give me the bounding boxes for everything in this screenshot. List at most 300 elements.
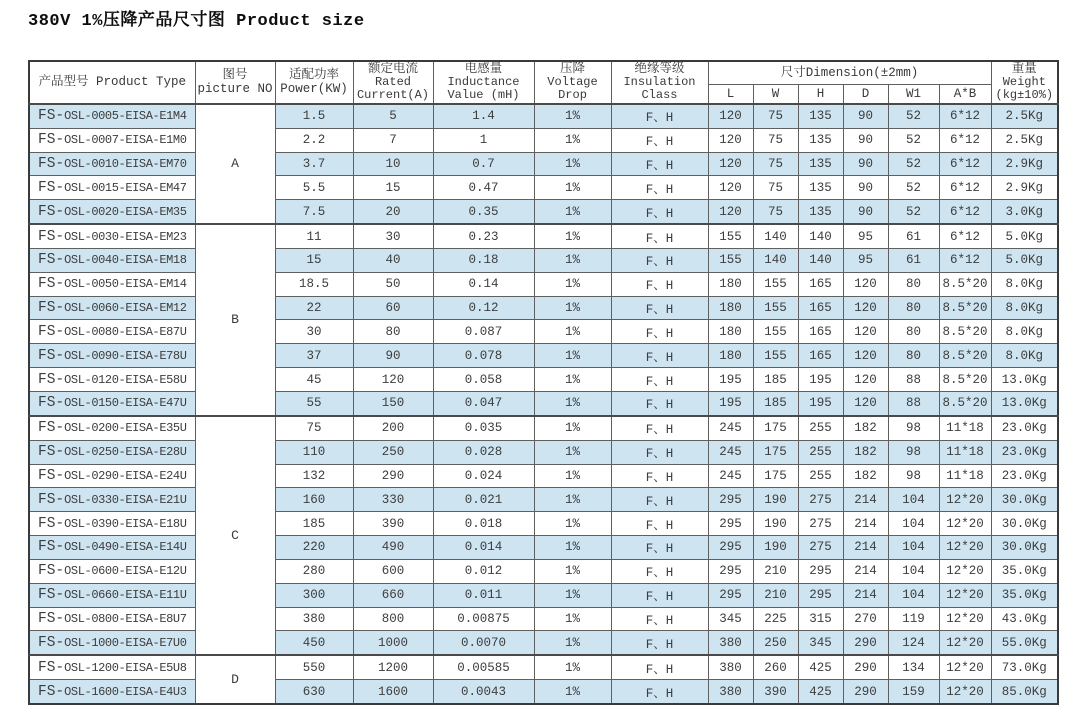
dim-w-cell: 190 <box>753 488 798 512</box>
dim-h-cell: 255 <box>798 440 843 464</box>
rated-current-cell: 800 <box>353 607 433 631</box>
table-row <box>29 104 1058 128</box>
header-power-cn: 适配功率 <box>288 68 339 83</box>
insulation-class-cell: F、H <box>611 200 708 224</box>
dim-ab-cell: 12*20 <box>939 631 991 655</box>
header-power <box>275 61 353 104</box>
model-number: OSL-0150-EISA-E47U <box>64 396 187 411</box>
dim-w1-cell: 104 <box>888 488 939 512</box>
weight-cell: 5.0Kg <box>991 248 1058 272</box>
dim-l-cell: 295 <box>708 488 753 512</box>
model-cell <box>29 248 195 272</box>
power-cell: 18.5 <box>275 272 353 296</box>
weight-cell: 43.0Kg <box>991 607 1058 631</box>
dim-w-cell: 155 <box>753 272 798 296</box>
dim-d-cell: 90 <box>843 104 888 128</box>
model-number: OSL-0120-EISA-E58U <box>64 372 187 387</box>
model-number: OSL-0050-EISA-EM14 <box>64 277 187 292</box>
dim-d-cell: 90 <box>843 152 888 176</box>
table-row <box>29 655 1058 679</box>
dim-l-cell: 295 <box>708 512 753 536</box>
rated-current-cell: 150 <box>353 392 433 416</box>
dim-ab-cell: 8.5*20 <box>939 320 991 344</box>
dim-h-cell: 255 <box>798 464 843 488</box>
header-current-en1: Rated <box>374 75 411 89</box>
power-cell: 550 <box>275 655 353 679</box>
header-picture-no-cn: 图号 <box>222 68 248 83</box>
voltage-drop-cell: 1% <box>534 607 611 631</box>
dim-l-cell: 155 <box>708 248 753 272</box>
dim-h-cell: 315 <box>798 607 843 631</box>
model-cell <box>29 224 195 248</box>
rated-current-cell: 5 <box>353 104 433 128</box>
insulation-class-cell: F、H <box>611 248 708 272</box>
dim-w1-cell: 104 <box>888 559 939 583</box>
power-cell: 55 <box>275 392 353 416</box>
model-number: OSL-1200-EISA-E5U8 <box>64 660 187 675</box>
picture-no-cell: D <box>195 655 275 704</box>
header-dim-w: W <box>753 85 798 104</box>
power-cell: 15 <box>275 248 353 272</box>
table-row <box>29 368 1058 392</box>
dim-l-cell: 295 <box>708 559 753 583</box>
power-cell: 630 <box>275 680 353 704</box>
dim-w-cell: 185 <box>753 392 798 416</box>
insulation-class-cell: F、H <box>611 559 708 583</box>
header-drop-en1: Voltage <box>547 75 598 89</box>
dim-w1-cell: 61 <box>888 224 939 248</box>
dim-l-cell: 245 <box>708 440 753 464</box>
model-prefix: FS- <box>38 371 65 388</box>
dim-d-cell: 120 <box>843 320 888 344</box>
model-number: OSL-0080-EISA-E87U <box>64 324 187 339</box>
header-power-en: Power(KW) <box>280 82 348 97</box>
power-cell: 280 <box>275 559 353 583</box>
dim-l-cell: 155 <box>708 224 753 248</box>
power-cell: 220 <box>275 536 353 560</box>
voltage-drop-cell: 1% <box>534 392 611 416</box>
dim-ab-cell: 6*12 <box>939 248 991 272</box>
model-prefix: FS- <box>38 444 65 461</box>
weight-cell: 2.9Kg <box>991 176 1058 200</box>
dim-d-cell: 120 <box>843 296 888 320</box>
inductance-cell: 1 <box>433 128 534 152</box>
dim-d-cell: 290 <box>843 655 888 679</box>
dim-h-cell: 275 <box>798 512 843 536</box>
weight-cell: 35.0Kg <box>991 583 1058 607</box>
dim-ab-cell: 8.5*20 <box>939 344 991 368</box>
insulation-class-cell: F、H <box>611 368 708 392</box>
weight-cell: 23.0Kg <box>991 464 1058 488</box>
weight-cell: 73.0Kg <box>991 655 1058 679</box>
insulation-class-cell: F、H <box>611 536 708 560</box>
dim-w1-cell: 80 <box>888 296 939 320</box>
inductance-cell: 0.011 <box>433 583 534 607</box>
power-cell: 110 <box>275 440 353 464</box>
insulation-class-cell: F、H <box>611 655 708 679</box>
dim-d-cell: 120 <box>843 272 888 296</box>
header-weight-en2: (kg±10%) <box>995 88 1054 103</box>
model-number: OSL-0660-EISA-E11U <box>64 588 187 603</box>
dim-l-cell: 380 <box>708 680 753 704</box>
dim-l-cell: 380 <box>708 655 753 679</box>
model-cell <box>29 368 195 392</box>
model-number: OSL-0007-EISA-E1M0 <box>64 133 187 148</box>
dim-w-cell: 140 <box>753 248 798 272</box>
table-row <box>29 320 1058 344</box>
model-prefix: FS- <box>38 347 65 364</box>
table-row <box>29 344 1058 368</box>
rated-current-cell: 20 <box>353 200 433 224</box>
rated-current-cell: 290 <box>353 464 433 488</box>
dim-l-cell: 295 <box>708 536 753 560</box>
rated-current-cell: 50 <box>353 272 433 296</box>
dim-l-cell: 120 <box>708 200 753 224</box>
dim-d-cell: 182 <box>843 440 888 464</box>
dim-d-cell: 214 <box>843 488 888 512</box>
model-number: OSL-0290-EISA-E24U <box>64 468 187 483</box>
dim-h-cell: 295 <box>798 583 843 607</box>
model-cell <box>29 559 195 583</box>
inductance-cell: 0.012 <box>433 559 534 583</box>
power-cell: 11 <box>275 224 353 248</box>
insulation-class-cell: F、H <box>611 440 708 464</box>
weight-cell: 23.0Kg <box>991 440 1058 464</box>
dim-l-cell: 120 <box>708 128 753 152</box>
dim-ab-cell: 8.5*20 <box>939 392 991 416</box>
weight-cell: 3.0Kg <box>991 200 1058 224</box>
model-cell <box>29 680 195 704</box>
insulation-class-cell: F、H <box>611 128 708 152</box>
dim-ab-cell: 6*12 <box>939 200 991 224</box>
rated-current-cell: 15 <box>353 176 433 200</box>
model-prefix: FS- <box>38 179 65 196</box>
dim-w-cell: 155 <box>753 344 798 368</box>
dim-h-cell: 195 <box>798 368 843 392</box>
model-prefix: FS- <box>38 276 65 293</box>
model-number: OSL-0800-EISA-E8U7 <box>64 612 187 627</box>
model-prefix: FS- <box>38 563 65 580</box>
model-cell <box>29 464 195 488</box>
model-number: OSL-0490-EISA-E14U <box>64 540 187 555</box>
dim-l-cell: 245 <box>708 416 753 440</box>
header-product-type: 产品型号 Product Type <box>29 61 195 104</box>
dim-w1-cell: 80 <box>888 320 939 344</box>
header-weight-en1: Weight <box>1002 75 1046 89</box>
dim-d-cell: 214 <box>843 536 888 560</box>
model-cell <box>29 176 195 200</box>
inductance-cell: 0.058 <box>433 368 534 392</box>
model-number: OSL-0005-EISA-E1M4 <box>64 109 187 124</box>
header-inductance-cn: 电感量 <box>464 62 503 76</box>
rated-current-cell: 10 <box>353 152 433 176</box>
table-header <box>29 61 1058 104</box>
insulation-class-cell: F、H <box>611 344 708 368</box>
voltage-drop-cell: 1% <box>534 536 611 560</box>
voltage-drop-cell: 1% <box>534 631 611 655</box>
weight-cell: 2.9Kg <box>991 152 1058 176</box>
dim-l-cell: 180 <box>708 272 753 296</box>
voltage-drop-cell: 1% <box>534 344 611 368</box>
model-number: OSL-0010-EISA-EM70 <box>64 156 187 171</box>
dim-d-cell: 290 <box>843 631 888 655</box>
model-cell <box>29 607 195 631</box>
insulation-class-cell: F、H <box>611 152 708 176</box>
page-title: 380V 1%压降产品尺寸图 Product size <box>28 12 365 31</box>
inductance-cell: 0.23 <box>433 224 534 248</box>
dim-l-cell: 195 <box>708 368 753 392</box>
dim-d-cell: 90 <box>843 200 888 224</box>
inductance-cell: 0.018 <box>433 512 534 536</box>
rated-current-cell: 1600 <box>353 680 433 704</box>
dim-l-cell: 195 <box>708 392 753 416</box>
model-number: OSL-0090-EISA-E78U <box>64 348 187 363</box>
dim-w-cell: 140 <box>753 224 798 248</box>
header-inductance <box>433 61 534 104</box>
dim-ab-cell: 11*18 <box>939 464 991 488</box>
dim-d-cell: 95 <box>843 248 888 272</box>
voltage-drop-cell: 1% <box>534 320 611 344</box>
model-prefix: FS- <box>38 155 65 172</box>
weight-cell: 2.5Kg <box>991 104 1058 128</box>
header-drop-en2: Drop <box>558 88 587 103</box>
model-prefix: FS- <box>38 108 65 125</box>
inductance-cell: 0.035 <box>433 416 534 440</box>
inductance-cell: 0.7 <box>433 152 534 176</box>
voltage-drop-cell: 1% <box>534 176 611 200</box>
dim-d-cell: 182 <box>843 464 888 488</box>
voltage-drop-cell: 1% <box>534 104 611 128</box>
dim-w-cell: 155 <box>753 296 798 320</box>
dim-h-cell: 275 <box>798 536 843 560</box>
dim-l-cell: 180 <box>708 344 753 368</box>
table-body <box>29 104 1058 704</box>
voltage-drop-cell: 1% <box>534 559 611 583</box>
power-cell: 45 <box>275 368 353 392</box>
dim-d-cell: 214 <box>843 559 888 583</box>
dim-w1-cell: 124 <box>888 631 939 655</box>
dim-w1-cell: 80 <box>888 344 939 368</box>
rated-current-cell: 600 <box>353 559 433 583</box>
weight-cell: 13.0Kg <box>991 392 1058 416</box>
table-row <box>29 464 1058 488</box>
model-cell <box>29 655 195 679</box>
dim-w1-cell: 52 <box>888 104 939 128</box>
model-number: OSL-1600-EISA-E4U3 <box>64 684 187 699</box>
dim-w-cell: 75 <box>753 104 798 128</box>
header-drop-cn: 压降 <box>559 62 585 76</box>
dim-ab-cell: 6*12 <box>939 176 991 200</box>
table-row <box>29 488 1058 512</box>
dim-ab-cell: 6*12 <box>939 224 991 248</box>
dim-w-cell: 155 <box>753 320 798 344</box>
dim-w-cell: 185 <box>753 368 798 392</box>
dim-l-cell: 245 <box>708 464 753 488</box>
header-voltage-drop <box>534 61 611 104</box>
model-prefix: FS- <box>38 634 65 651</box>
insulation-class-cell: F、H <box>611 680 708 704</box>
model-cell <box>29 512 195 536</box>
weight-cell: 13.0Kg <box>991 368 1058 392</box>
model-cell <box>29 392 195 416</box>
dim-h-cell: 425 <box>798 680 843 704</box>
dim-h-cell: 165 <box>798 272 843 296</box>
rated-current-cell: 120 <box>353 368 433 392</box>
header-dim-d: D <box>843 85 888 104</box>
voltage-drop-cell: 1% <box>534 296 611 320</box>
inductance-cell: 1.4 <box>433 104 534 128</box>
rated-current-cell: 1000 <box>353 631 433 655</box>
rated-current-cell: 660 <box>353 583 433 607</box>
dim-w-cell: 190 <box>753 512 798 536</box>
inductance-cell: 0.00585 <box>433 655 534 679</box>
dim-w-cell: 390 <box>753 680 798 704</box>
voltage-drop-cell: 1% <box>534 200 611 224</box>
weight-cell: 30.0Kg <box>991 536 1058 560</box>
dim-h-cell: 135 <box>798 152 843 176</box>
dim-w1-cell: 52 <box>888 176 939 200</box>
model-cell <box>29 416 195 440</box>
dim-l-cell: 120 <box>708 176 753 200</box>
inductance-cell: 0.00875 <box>433 607 534 631</box>
inductance-cell: 0.047 <box>433 392 534 416</box>
inductance-cell: 0.47 <box>433 176 534 200</box>
insulation-class-cell: F、H <box>611 631 708 655</box>
dim-w1-cell: 98 <box>888 464 939 488</box>
dim-d-cell: 90 <box>843 176 888 200</box>
power-cell: 185 <box>275 512 353 536</box>
weight-cell: 30.0Kg <box>991 488 1058 512</box>
dim-w1-cell: 98 <box>888 440 939 464</box>
dim-h-cell: 135 <box>798 200 843 224</box>
rated-current-cell: 250 <box>353 440 433 464</box>
dim-w-cell: 175 <box>753 416 798 440</box>
model-prefix: FS- <box>38 228 65 245</box>
dim-w1-cell: 104 <box>888 512 939 536</box>
inductance-cell: 0.087 <box>433 320 534 344</box>
model-prefix: FS- <box>38 491 65 508</box>
dim-w-cell: 260 <box>753 655 798 679</box>
dim-w1-cell: 104 <box>888 583 939 607</box>
power-cell: 37 <box>275 344 353 368</box>
dim-w1-cell: 80 <box>888 272 939 296</box>
dim-ab-cell: 12*20 <box>939 559 991 583</box>
header-weight-cn: 重量 <box>1011 62 1037 76</box>
dim-h-cell: 195 <box>798 392 843 416</box>
weight-cell: 5.0Kg <box>991 224 1058 248</box>
weight-cell: 23.0Kg <box>991 416 1058 440</box>
dim-w1-cell: 52 <box>888 128 939 152</box>
power-cell: 2.2 <box>275 128 353 152</box>
header-dim-w1: W1 <box>888 85 939 104</box>
header-insulation <box>611 61 708 104</box>
weight-cell: 35.0Kg <box>991 559 1058 583</box>
model-prefix: FS- <box>38 683 65 700</box>
power-cell: 1.5 <box>275 104 353 128</box>
voltage-drop-cell: 1% <box>534 224 611 248</box>
voltage-drop-cell: 1% <box>534 128 611 152</box>
dim-ab-cell: 8.5*20 <box>939 272 991 296</box>
dim-d-cell: 182 <box>843 416 888 440</box>
dim-w-cell: 75 <box>753 176 798 200</box>
table-row <box>29 416 1058 440</box>
inductance-cell: 0.024 <box>433 464 534 488</box>
model-number: OSL-0250-EISA-E28U <box>64 445 187 460</box>
dim-w1-cell: 159 <box>888 680 939 704</box>
voltage-drop-cell: 1% <box>534 152 611 176</box>
insulation-class-cell: F、H <box>611 104 708 128</box>
voltage-drop-cell: 1% <box>534 272 611 296</box>
rated-current-cell: 200 <box>353 416 433 440</box>
dim-w1-cell: 52 <box>888 200 939 224</box>
power-cell: 5.5 <box>275 176 353 200</box>
dim-w-cell: 175 <box>753 440 798 464</box>
inductance-cell: 0.028 <box>433 440 534 464</box>
dim-ab-cell: 12*20 <box>939 488 991 512</box>
dim-w1-cell: 134 <box>888 655 939 679</box>
model-prefix: FS- <box>38 252 65 269</box>
dim-h-cell: 135 <box>798 128 843 152</box>
power-cell: 380 <box>275 607 353 631</box>
voltage-drop-cell: 1% <box>534 440 611 464</box>
table-row <box>29 559 1058 583</box>
dim-h-cell: 135 <box>798 104 843 128</box>
dim-l-cell: 120 <box>708 104 753 128</box>
model-number: OSL-0060-EISA-EM12 <box>64 301 187 316</box>
dim-w1-cell: 88 <box>888 368 939 392</box>
dim-h-cell: 165 <box>798 344 843 368</box>
dim-d-cell: 270 <box>843 607 888 631</box>
model-number: OSL-0200-EISA-E35U <box>64 421 187 436</box>
table-row <box>29 272 1058 296</box>
dim-h-cell: 345 <box>798 631 843 655</box>
weight-cell: 8.0Kg <box>991 272 1058 296</box>
model-cell <box>29 440 195 464</box>
dim-w-cell: 75 <box>753 200 798 224</box>
model-prefix: FS- <box>38 300 65 317</box>
header-insulation-en1: Insulation <box>623 75 696 89</box>
rated-current-cell: 30 <box>353 224 433 248</box>
table-row <box>29 176 1058 200</box>
insulation-class-cell: F、H <box>611 272 708 296</box>
dim-w1-cell: 88 <box>888 392 939 416</box>
table-row <box>29 440 1058 464</box>
model-prefix: FS- <box>38 395 65 412</box>
insulation-class-cell: F、H <box>611 464 708 488</box>
dim-ab-cell: 6*12 <box>939 128 991 152</box>
model-prefix: FS- <box>38 467 65 484</box>
voltage-drop-cell: 1% <box>534 464 611 488</box>
voltage-drop-cell: 1% <box>534 583 611 607</box>
dim-h-cell: 140 <box>798 224 843 248</box>
dim-w-cell: 75 <box>753 128 798 152</box>
insulation-class-cell: F、H <box>611 176 708 200</box>
insulation-class-cell: F、H <box>611 320 708 344</box>
header-insulation-en2: Class <box>641 88 678 103</box>
model-prefix: FS- <box>38 539 65 556</box>
model-prefix: FS- <box>38 659 65 676</box>
dim-h-cell: 165 <box>798 296 843 320</box>
dim-w1-cell: 104 <box>888 536 939 560</box>
weight-cell: 8.0Kg <box>991 320 1058 344</box>
table-row <box>29 296 1058 320</box>
rated-current-cell: 80 <box>353 320 433 344</box>
voltage-drop-cell: 1% <box>534 488 611 512</box>
dim-d-cell: 290 <box>843 680 888 704</box>
table-row <box>29 248 1058 272</box>
dim-d-cell: 214 <box>843 583 888 607</box>
model-number: OSL-0330-EISA-E21U <box>64 492 187 507</box>
